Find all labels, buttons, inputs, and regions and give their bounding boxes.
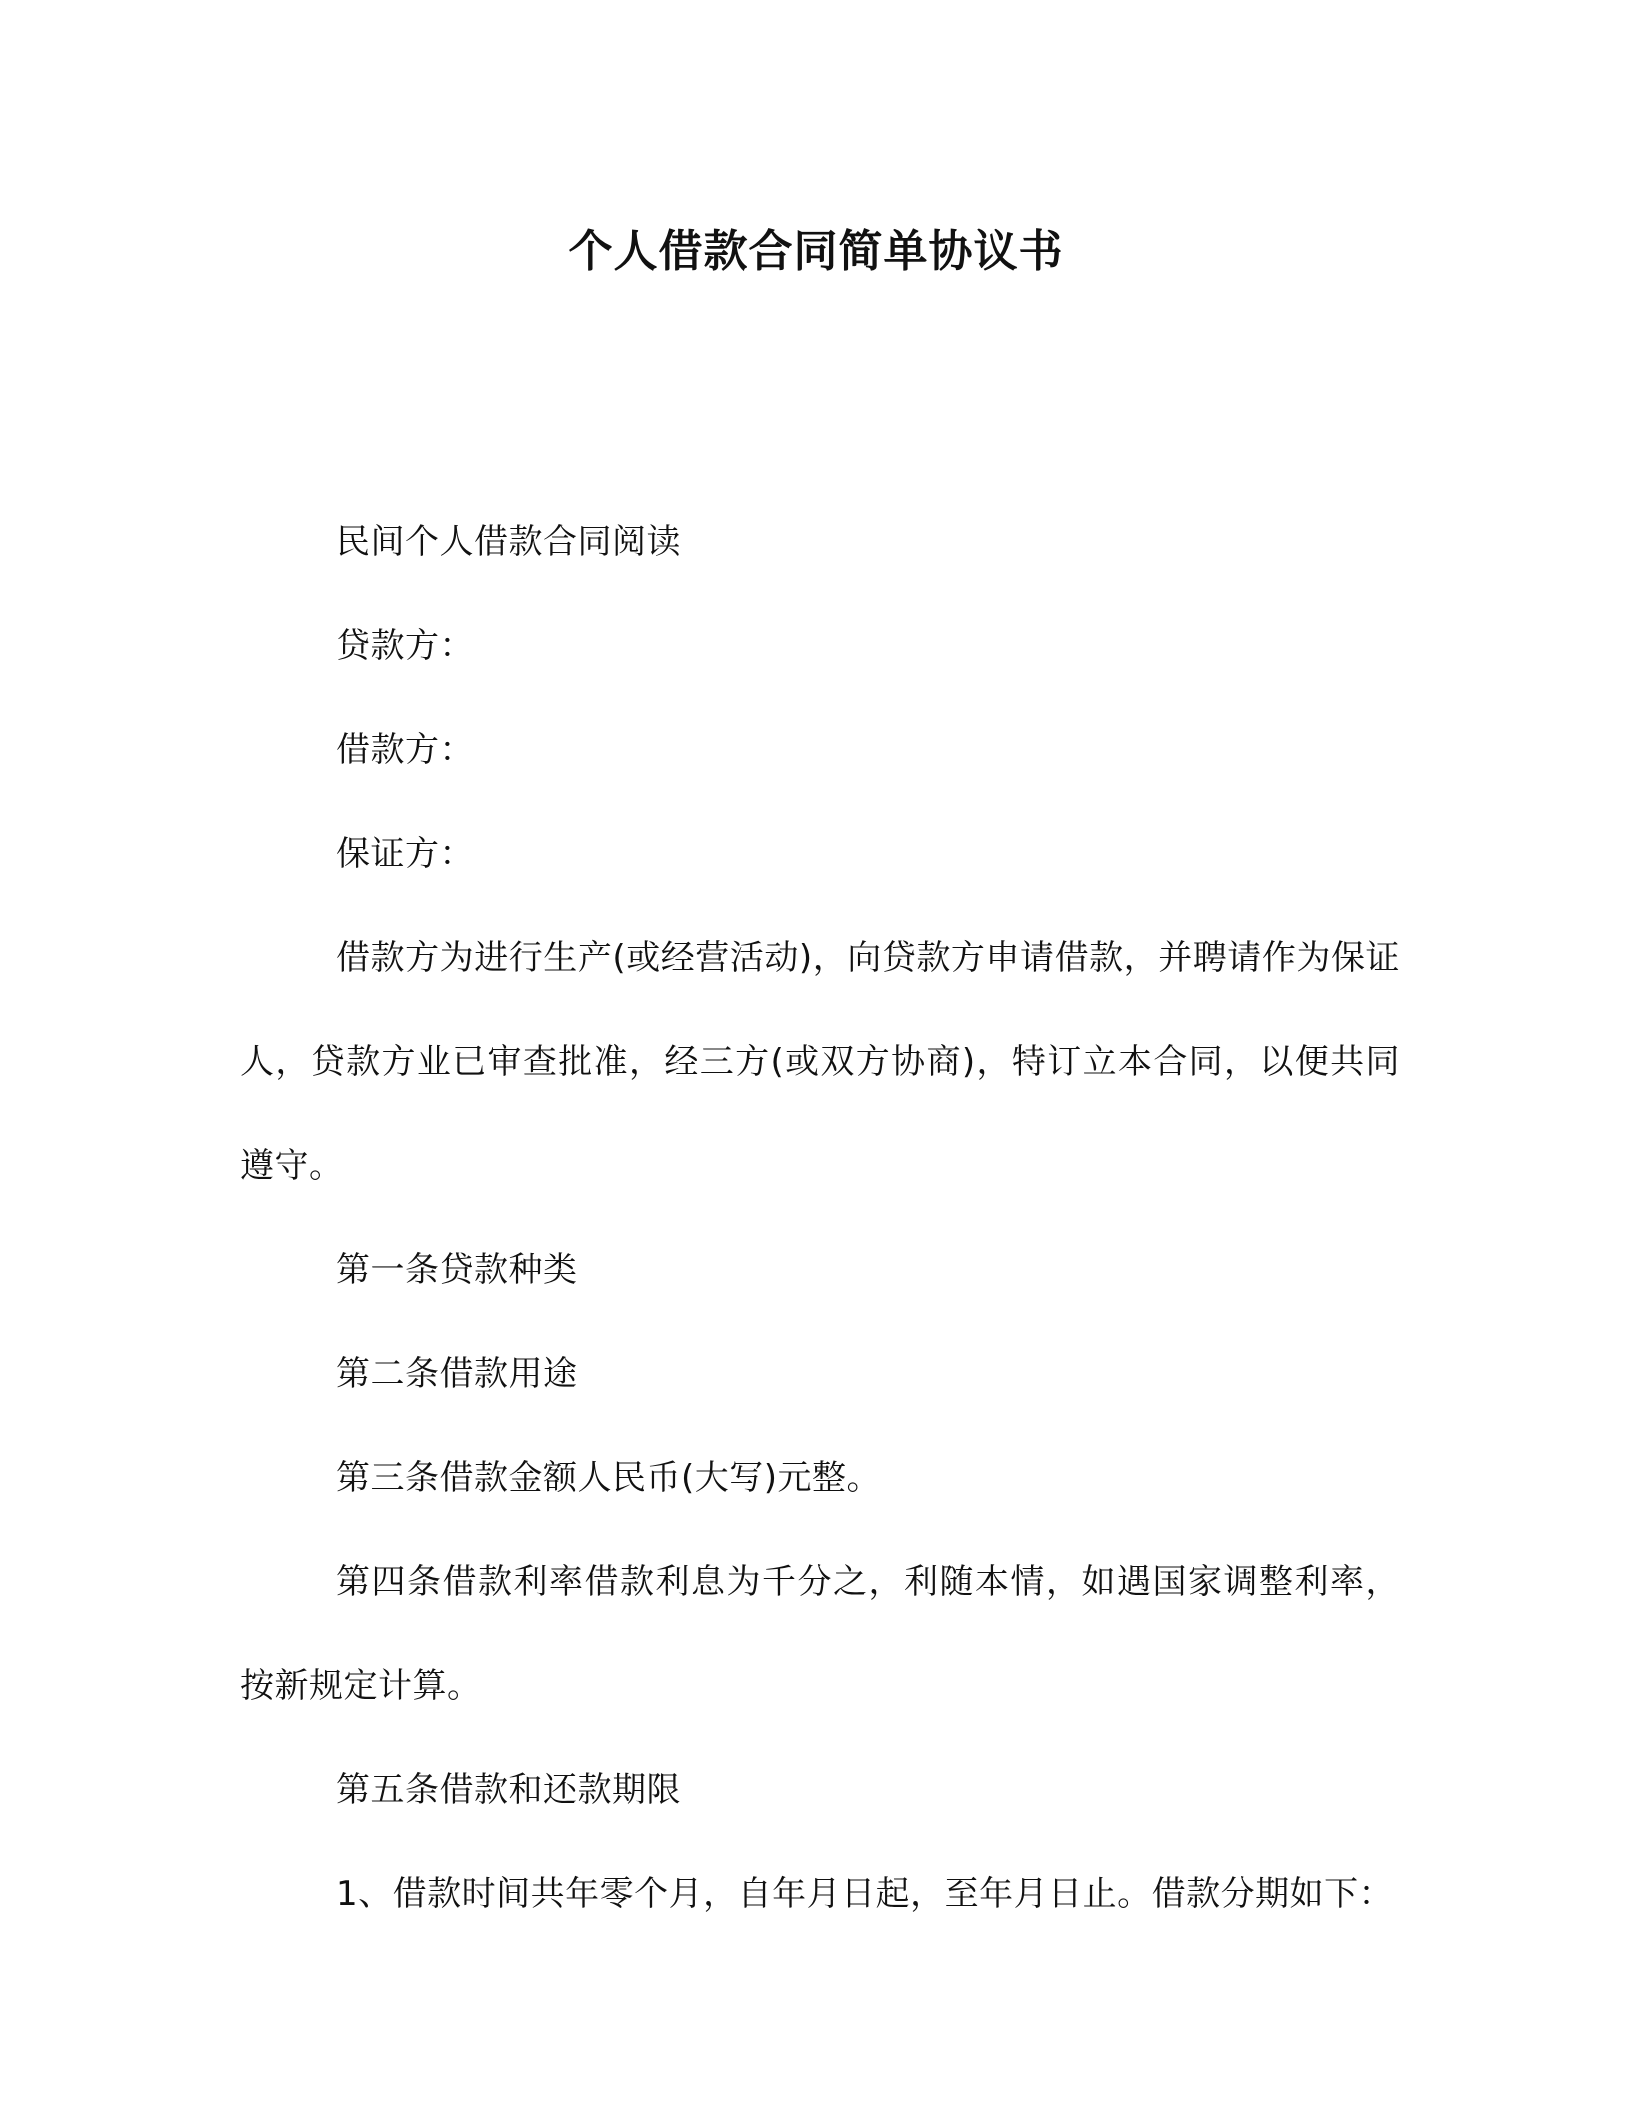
paragraph-clause-1: 1、借款时间共年零个月，自年月日起，至年月日止。借款分期如下：: [336, 1874, 1394, 1914]
paragraph-article-4: 第四条借款利率借款利息为千分之，利随本情，如遇国家调整利率，按新规定计算。: [240, 1562, 1400, 1706]
paragraph-borrower: 借款方：: [336, 730, 474, 770]
paragraph-article-1: 第一条贷款种类: [336, 1250, 578, 1290]
document-title: 个人借款合同简单协议书: [568, 226, 1064, 277]
document-body: [240, 490, 1400, 1946]
paragraph-article-5: 第五条借款和还款期限: [336, 1770, 681, 1810]
paragraph-guarantor: 保证方：: [336, 834, 474, 874]
paragraph-heading: 民间个人借款合同阅读: [336, 522, 681, 562]
paragraph-preamble: 借款方为进行生产(或经营活动)，向贷款方申请借款，并聘请作为保证人，贷款方业已审查批准，经三方(或双方协商)，特订立本合同，以便共同遵守。: [240, 938, 1400, 1186]
paragraph-lender: 贷款方：: [336, 626, 474, 666]
paragraph-article-2: 第二条借款用途: [336, 1354, 578, 1394]
paragraph-article-3: 第三条借款金额人民币(大写)元整。: [336, 1458, 882, 1498]
